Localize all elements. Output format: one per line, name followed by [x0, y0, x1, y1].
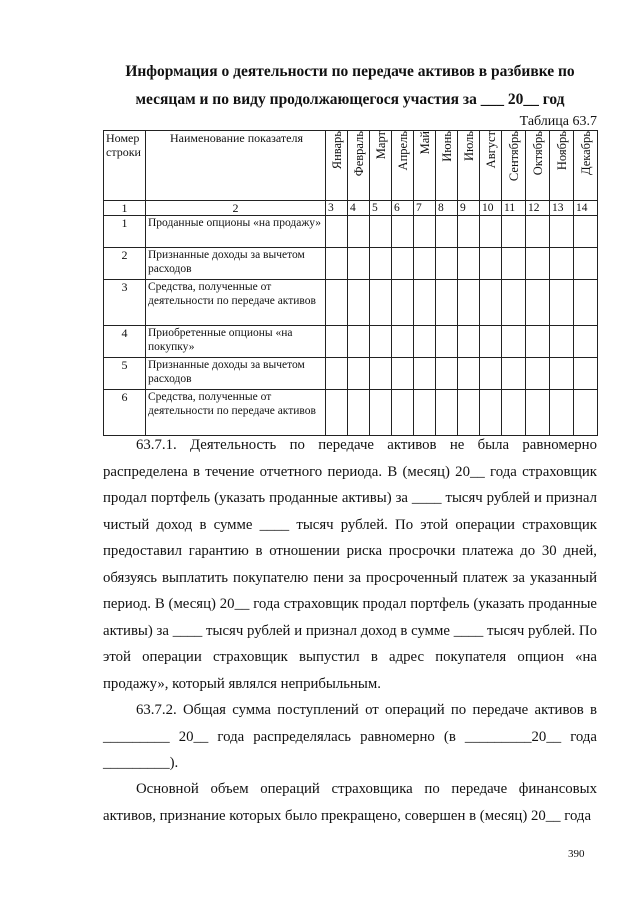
row-indicator-name: Признанные доходы за вычетом расходов [146, 248, 326, 280]
empty-value-cell [458, 326, 480, 358]
empty-value-cell [574, 390, 598, 436]
empty-value-cell [502, 280, 526, 326]
empty-value-cell [480, 280, 502, 326]
empty-value-cell [414, 358, 436, 390]
empty-value-cell [480, 248, 502, 280]
empty-value-cell [526, 216, 550, 248]
empty-value-cell [392, 216, 414, 248]
empty-value-cell [458, 216, 480, 248]
empty-value-cell [348, 326, 370, 358]
empty-value-cell [480, 358, 502, 390]
empty-value-cell [458, 358, 480, 390]
empty-value-cell [458, 280, 480, 326]
header-row-number: Номер строки [104, 131, 146, 201]
row-indicator-name: Средства, полученные от деятельности по передаче активов [146, 390, 326, 436]
empty-value-cell [370, 390, 392, 436]
table-caption: Таблица 63.7 [519, 114, 597, 129]
empty-value-cell [370, 358, 392, 390]
empty-value-cell [550, 216, 574, 248]
header-month-label: Август [483, 131, 498, 169]
empty-value-cell [526, 280, 550, 326]
column-index-4: 4 [348, 201, 370, 216]
empty-value-cell [392, 358, 414, 390]
empty-value-cell [348, 358, 370, 390]
empty-value-cell [326, 326, 348, 358]
header-indicator-name-text: Наименование показателя [170, 131, 303, 145]
table-row [104, 280, 598, 326]
empty-value-cell [436, 248, 458, 280]
empty-value-cell [458, 248, 480, 280]
empty-value-cell [392, 390, 414, 436]
empty-value-cell [574, 280, 598, 326]
empty-value-cell [414, 326, 436, 358]
empty-value-cell [348, 216, 370, 248]
empty-value-cell [326, 280, 348, 326]
paragraph-63-7-1-text: 63.7.1. Деятельность по передаче активов не была равномерно распределена в течение отчетного периода. В (месяц) 20__ года страховщик продал портфель (указать проданные активы) за ____ тысяч рублей и признал чистый доход в сумме ____ тысяч рублей. По этой операции страховщик предоставил гарантию в отношении риска просрочки платежа до 30 дней, обязуясь выплатить покупателю пени за просроченный платеж за указанный период. В (месяц) 20__ года страховщик продал портфель (указать проданные активы) за ____ тысяч рублей и признал доход в сумме ____ тысяч рублей. По этой операции страховщик выпустил в адрес покупателя опцион «на продажу», который являлся неприбыльным. [103, 437, 597, 692]
empty-value-cell [550, 358, 574, 390]
header-month-7 [458, 131, 480, 201]
empty-value-cell [436, 280, 458, 326]
row-number: 3 [104, 280, 146, 326]
paragraph-63-7-1 [103, 432, 597, 697]
empty-value-cell [348, 248, 370, 280]
table-row [104, 358, 598, 390]
column-index-1: 1 [104, 201, 146, 216]
empty-value-cell [370, 280, 392, 326]
empty-value-cell [326, 248, 348, 280]
empty-value-cell [574, 358, 598, 390]
empty-value-cell [458, 390, 480, 436]
header-month-label: Февраль [351, 131, 366, 177]
column-index-11: 11 [502, 201, 526, 216]
paragraph-63-7-2-text: 63.7.2. Общая сумма поступлений от операций по передаче активов в _________ 20__ года распределялась равномерно (в _________20__ года _________). [103, 702, 597, 771]
assets-transfer-table [103, 130, 598, 436]
empty-value-cell [574, 248, 598, 280]
empty-value-cell [436, 358, 458, 390]
table-index-row [104, 201, 598, 216]
paragraph-main-volume [103, 776, 597, 829]
paragraph-main-volume-text: Основной объем операций страховщика по передаче финансовых активов, признание которых было прекращено, совершен в (месяц) 20__ года [103, 781, 597, 824]
empty-value-cell [392, 280, 414, 326]
column-index-6: 6 [392, 201, 414, 216]
header-month-label: Сентябрь [506, 131, 521, 182]
empty-value-cell [392, 248, 414, 280]
empty-value-cell [436, 326, 458, 358]
table-row [104, 216, 598, 248]
header-month-8 [480, 131, 502, 201]
empty-value-cell [480, 326, 502, 358]
header-month-label: Июнь [439, 131, 454, 162]
header-month-11 [550, 131, 574, 201]
header-month-label: Декабрь [578, 131, 593, 175]
row-number: 1 [104, 216, 146, 248]
row-indicator-name: Проданные опционы «на продажу» [146, 216, 326, 248]
header-month-label: Октябрь [530, 131, 545, 176]
document-title-line-1: Информация о деятельности по передаче активов в разбивке по [125, 63, 575, 80]
paragraph-63-7-2 [103, 697, 597, 777]
empty-value-cell [574, 216, 598, 248]
empty-value-cell [502, 358, 526, 390]
row-indicator-name: Приобретенные опционы «на покупку» [146, 326, 326, 358]
empty-value-cell [436, 216, 458, 248]
empty-value-cell [370, 326, 392, 358]
header-month-12 [574, 131, 598, 201]
row-number: 4 [104, 326, 146, 358]
row-number: 2 [104, 248, 146, 280]
header-month-label: Ноябрь [554, 131, 569, 171]
table-row [104, 248, 598, 280]
empty-value-cell [480, 216, 502, 248]
column-index-14: 14 [574, 201, 598, 216]
header-month-label: Июль [461, 131, 476, 161]
header-month-3 [370, 131, 392, 201]
empty-value-cell [436, 390, 458, 436]
table-header-row [104, 131, 598, 201]
empty-value-cell [326, 358, 348, 390]
empty-value-cell [414, 390, 436, 436]
row-indicator-name: Признанные доходы за вычетом расходов [146, 358, 326, 390]
empty-value-cell [414, 280, 436, 326]
empty-value-cell [574, 326, 598, 358]
empty-value-cell [326, 390, 348, 436]
header-indicator-name [146, 131, 326, 201]
empty-value-cell [550, 390, 574, 436]
header-month-label: Май [417, 131, 432, 155]
empty-value-cell [370, 216, 392, 248]
header-month-10 [526, 131, 550, 201]
empty-value-cell [348, 390, 370, 436]
header-month-label: Апрель [395, 131, 410, 171]
column-index-10: 10 [480, 201, 502, 216]
document-title-line-2: месяцам и по виду продолжающегося участия за ___ 20__ год [135, 91, 565, 108]
page-number: 390 [568, 848, 585, 860]
empty-value-cell [502, 248, 526, 280]
empty-value-cell [526, 358, 550, 390]
header-month-6 [436, 131, 458, 201]
column-index-8: 8 [436, 201, 458, 216]
column-index-9: 9 [458, 201, 480, 216]
empty-value-cell [502, 326, 526, 358]
column-index-3: 3 [326, 201, 348, 216]
empty-value-cell [326, 216, 348, 248]
empty-value-cell [370, 248, 392, 280]
empty-value-cell [414, 216, 436, 248]
column-index-12: 12 [526, 201, 550, 216]
empty-value-cell [550, 326, 574, 358]
empty-value-cell [480, 390, 502, 436]
header-month-5 [414, 131, 436, 201]
header-month-2 [348, 131, 370, 201]
column-index-5: 5 [370, 201, 392, 216]
header-month-1 [326, 131, 348, 201]
row-indicator-name: Средства, полученные от деятельности по передаче активов [146, 280, 326, 326]
empty-value-cell [414, 248, 436, 280]
table-row [104, 390, 598, 436]
empty-value-cell [392, 326, 414, 358]
empty-value-cell [550, 280, 574, 326]
header-month-label: Март [373, 131, 388, 160]
column-index-7: 7 [414, 201, 436, 216]
column-index-13: 13 [550, 201, 574, 216]
header-month-4 [392, 131, 414, 201]
header-month-label: Январь [329, 131, 344, 170]
table-row [104, 326, 598, 358]
empty-value-cell [502, 216, 526, 248]
empty-value-cell [550, 248, 574, 280]
column-index-2: 2 [146, 201, 326, 216]
row-number: 6 [104, 390, 146, 436]
empty-value-cell [502, 390, 526, 436]
empty-value-cell [526, 326, 550, 358]
empty-value-cell [526, 390, 550, 436]
header-month-9 [502, 131, 526, 201]
row-number: 5 [104, 358, 146, 390]
empty-value-cell [348, 280, 370, 326]
empty-value-cell [526, 248, 550, 280]
